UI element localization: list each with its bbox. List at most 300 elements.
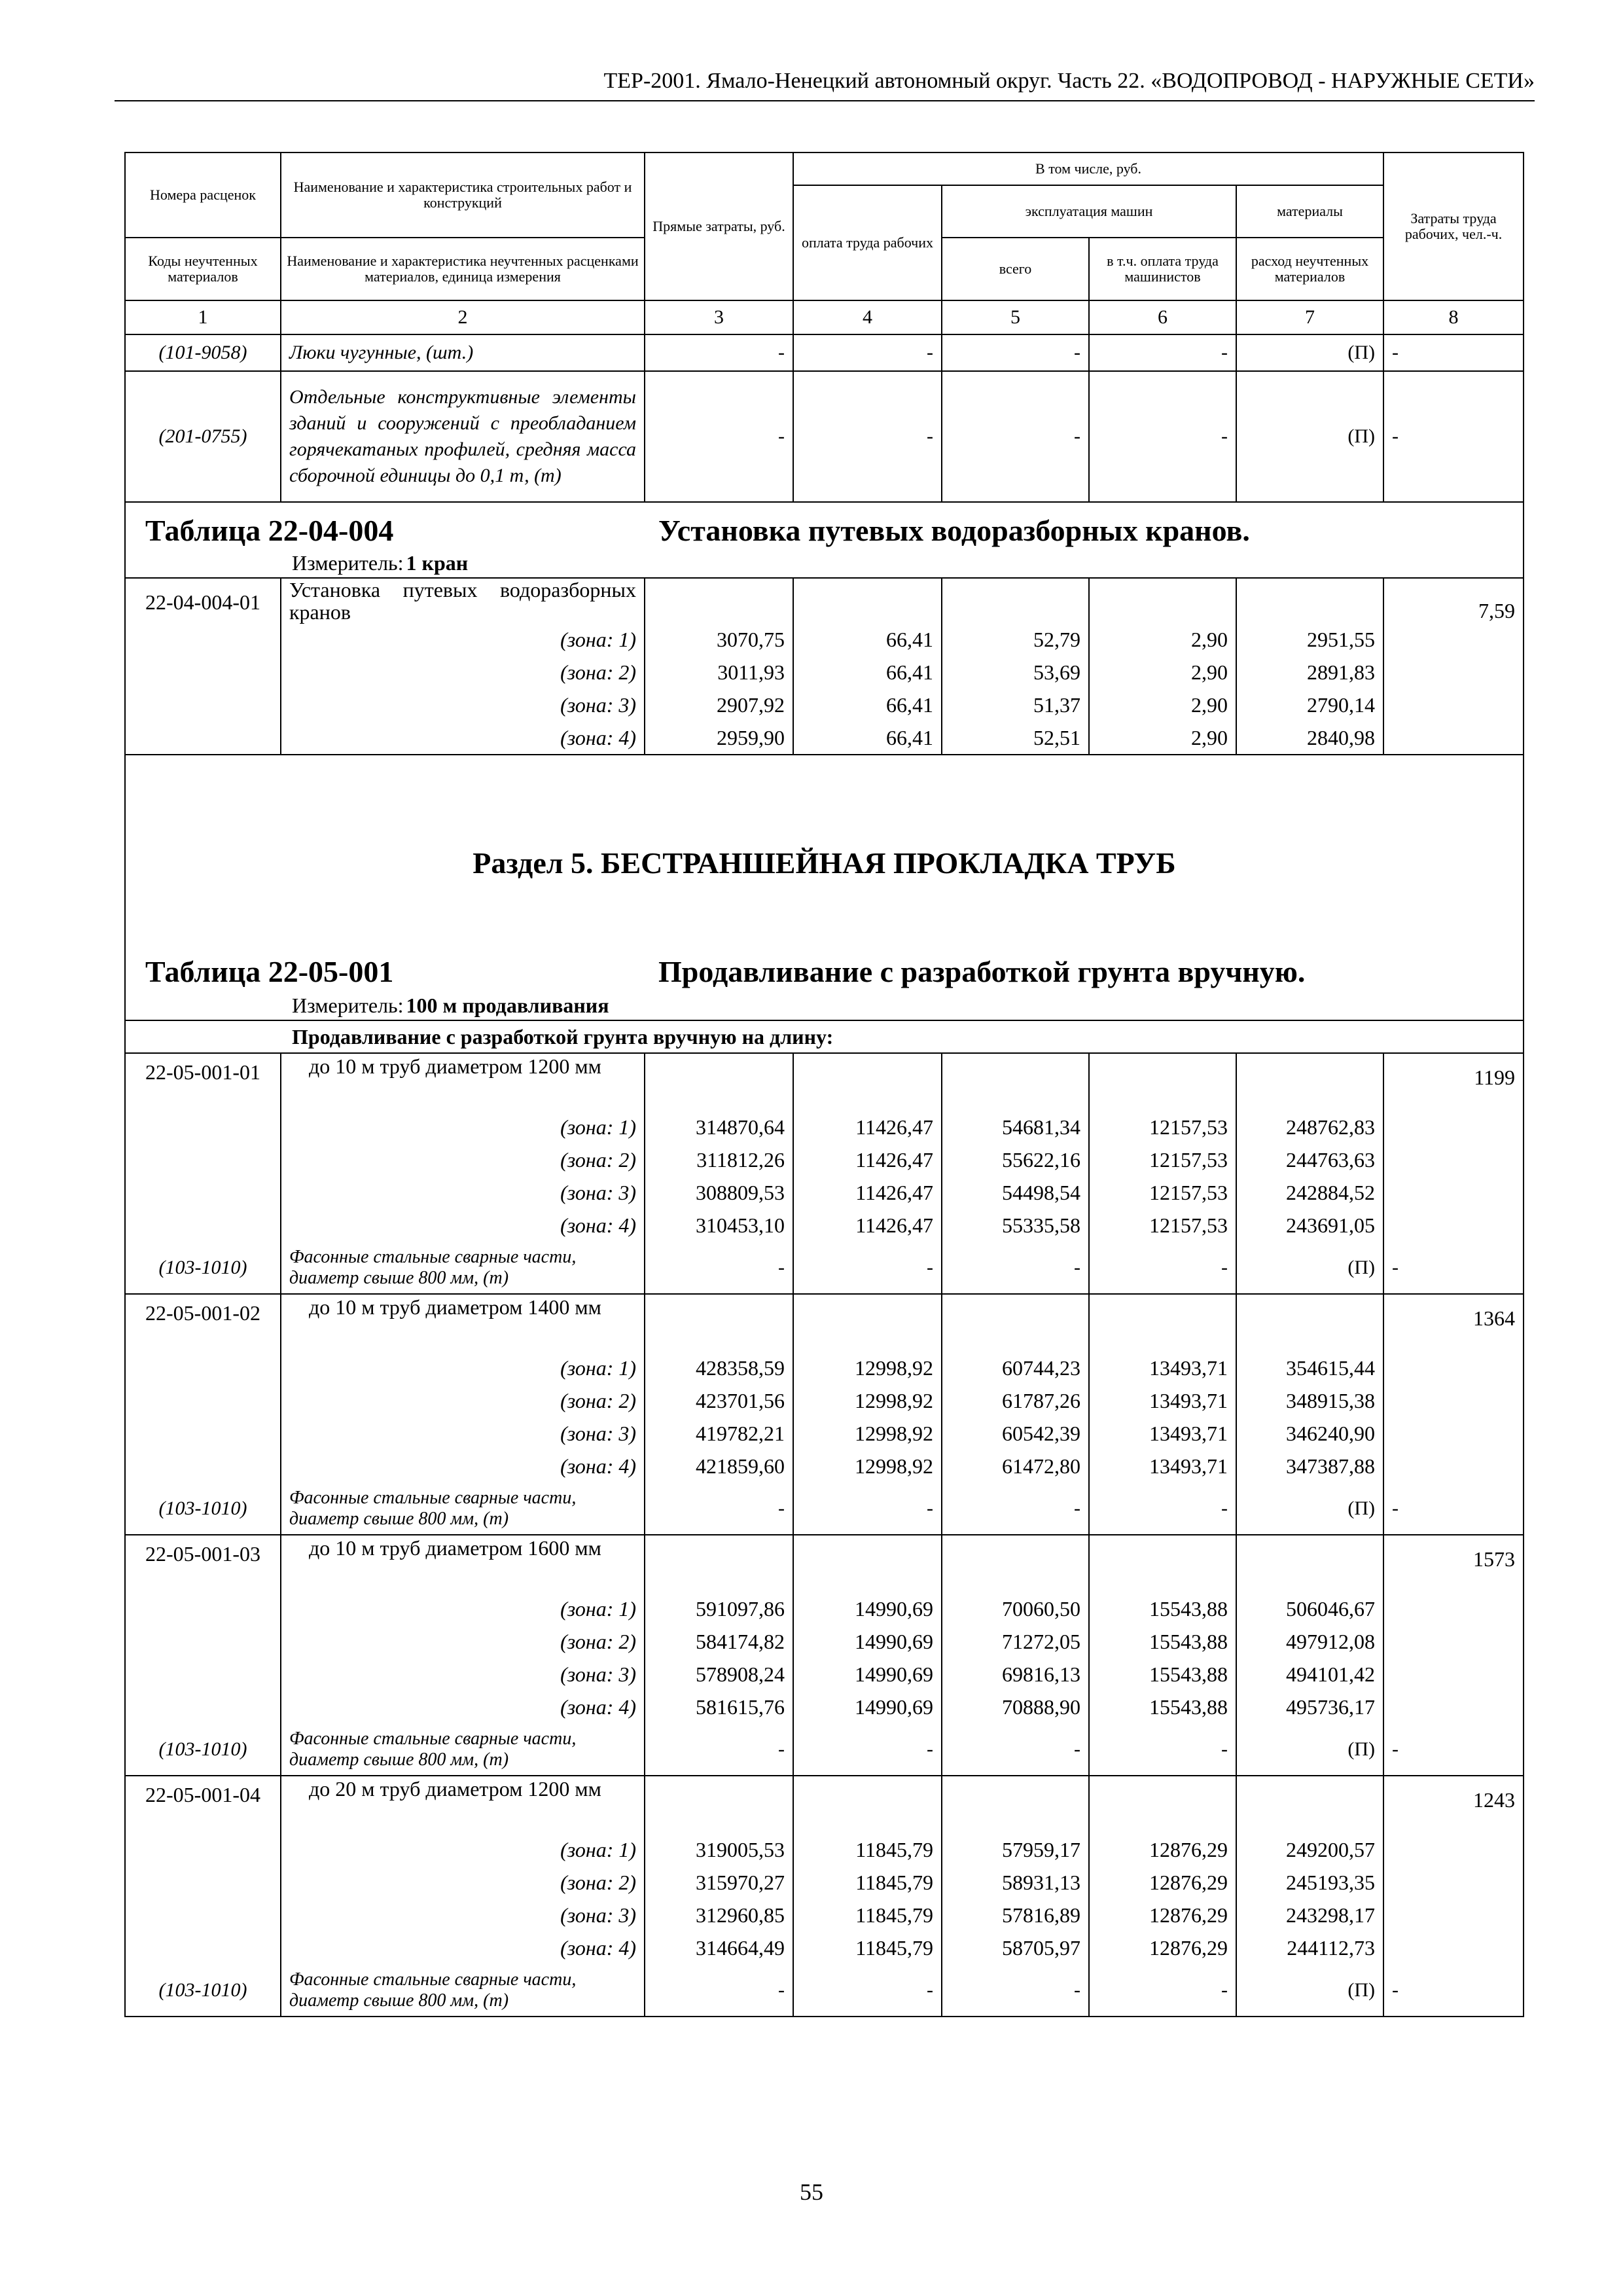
zone-row bbox=[125, 1658, 1524, 1691]
empty-cell bbox=[1383, 1625, 1524, 1658]
cell-machinist: 2,90 bbox=[1089, 689, 1236, 721]
zone-label: (зона: 2) bbox=[281, 1143, 645, 1176]
cell-direct: 314870,64 bbox=[645, 1111, 793, 1143]
cell-wages: 14990,69 bbox=[793, 1658, 942, 1691]
cell-machines: 51,37 bbox=[942, 689, 1089, 721]
cell-materials: 2891,83 bbox=[1236, 656, 1383, 689]
cell-machinist: - bbox=[1089, 1964, 1236, 2017]
cell-wages: 11845,79 bbox=[793, 1899, 942, 1931]
empty-cell bbox=[1236, 1053, 1383, 1111]
cell-wages: 11426,47 bbox=[793, 1176, 942, 1209]
cell-wages: 12998,92 bbox=[793, 1417, 942, 1450]
empty-cell bbox=[1383, 1833, 1524, 1866]
table-title bbox=[125, 502, 1524, 549]
meter-line bbox=[125, 549, 1524, 578]
empty-cell bbox=[1236, 1294, 1383, 1352]
cell-materials: 245193,35 bbox=[1236, 1866, 1383, 1899]
cell-direct: - bbox=[645, 371, 793, 502]
cell-machinist: 12876,29 bbox=[1089, 1899, 1236, 1931]
zone-row bbox=[125, 656, 1524, 689]
cell-machines: - bbox=[942, 371, 1089, 502]
cell-materials: 244763,63 bbox=[1236, 1143, 1383, 1176]
cell-direct: - bbox=[645, 1482, 793, 1535]
cell-materials: (П) bbox=[1236, 371, 1383, 502]
empty-cell bbox=[645, 1776, 793, 1833]
cell-machinist: 2,90 bbox=[1089, 623, 1236, 656]
cell-labor: - bbox=[1383, 334, 1524, 371]
zone-label: (зона: 4) bbox=[281, 1450, 645, 1482]
zone-row bbox=[125, 1899, 1524, 1931]
rate-name: Установка путевых водоразборных кранов bbox=[281, 578, 645, 623]
cell-machinist: 15543,88 bbox=[1089, 1592, 1236, 1625]
empty-cell bbox=[645, 1294, 793, 1352]
table-row bbox=[125, 334, 1524, 371]
rate-name: до 10 м труб диаметром 1200 мм bbox=[281, 1053, 645, 1111]
labor-value: 7,59 bbox=[1383, 578, 1524, 623]
zone-row bbox=[125, 1833, 1524, 1866]
cell-direct: 591097,86 bbox=[645, 1592, 793, 1625]
cell-materials: 2840,98 bbox=[1236, 721, 1383, 755]
empty-cell bbox=[125, 1899, 281, 1931]
cell-labor: - bbox=[1383, 1964, 1524, 2017]
empty-cell bbox=[125, 1143, 281, 1176]
zone-label: (зона: 4) bbox=[281, 1209, 645, 1242]
empty-cell bbox=[1383, 1111, 1524, 1143]
empty-cell bbox=[125, 1592, 281, 1625]
cell-machines: 60744,23 bbox=[942, 1352, 1089, 1384]
material-name: Фасонные стальные сварные части, диаметр свыше 800 мм, (т) bbox=[281, 1723, 645, 1776]
cell-machinist: 12876,29 bbox=[1089, 1931, 1236, 1964]
cell-materials: (П) bbox=[1236, 1242, 1383, 1294]
rate-name: до 10 м труб диаметром 1600 мм bbox=[281, 1535, 645, 1592]
empty-cell bbox=[125, 1866, 281, 1899]
empty-cell bbox=[125, 1931, 281, 1964]
cell-labor: - bbox=[1383, 1482, 1524, 1535]
empty-cell bbox=[645, 1535, 793, 1592]
zone-label: (зона: 1) bbox=[281, 623, 645, 656]
empty-cell bbox=[125, 1833, 281, 1866]
cell-materials: 243298,17 bbox=[1236, 1899, 1383, 1931]
col-header-machines: эксплуатация машин bbox=[942, 185, 1236, 238]
empty-cell bbox=[942, 1294, 1089, 1352]
empty-cell bbox=[125, 1352, 281, 1384]
zone-label: (зона: 3) bbox=[281, 1658, 645, 1691]
material-name: Фасонные стальные сварные части, диаметр свыше 800 мм, (т) bbox=[281, 1242, 645, 1294]
cell-wages: 11426,47 bbox=[793, 1111, 942, 1143]
price-table bbox=[124, 152, 1524, 2017]
zone-row bbox=[125, 689, 1524, 721]
cell-wages: - bbox=[793, 1723, 942, 1776]
empty-cell bbox=[125, 1111, 281, 1143]
labor-value: 1199 bbox=[1383, 1053, 1524, 1111]
cell-materials: 346240,90 bbox=[1236, 1417, 1383, 1450]
col-number: 7 bbox=[1236, 300, 1383, 334]
cell-machinist: - bbox=[1089, 371, 1236, 502]
cell-materials: 494101,42 bbox=[1236, 1658, 1383, 1691]
table-row bbox=[125, 1242, 1524, 1294]
cell-machinist: - bbox=[1089, 1723, 1236, 1776]
cell-machinist: 12157,53 bbox=[1089, 1143, 1236, 1176]
cell-direct: 2959,90 bbox=[645, 721, 793, 755]
material-name: Отдельные конструктивные элементы зданий и сооружений с преобладанием горячекатаных профилей, средняя масса сборочной единицы до 0,1 т, (т) bbox=[281, 371, 645, 502]
cell-machinist: 12876,29 bbox=[1089, 1866, 1236, 1899]
empty-cell bbox=[1383, 1691, 1524, 1723]
zone-label: (зона: 2) bbox=[281, 1384, 645, 1417]
zone-row bbox=[125, 623, 1524, 656]
material-code: (101-9058) bbox=[125, 334, 281, 371]
zone-row bbox=[125, 1143, 1524, 1176]
cell-materials: 248762,83 bbox=[1236, 1111, 1383, 1143]
empty-cell bbox=[1089, 1535, 1236, 1592]
cell-machines: 60542,39 bbox=[942, 1417, 1089, 1450]
material-name: Люки чугунные, (шт.) bbox=[281, 334, 645, 371]
meter-line bbox=[125, 992, 1524, 1020]
rate-code: 22-05-001-01 bbox=[125, 1053, 281, 1111]
col-header-machinist-wages: в т.ч. оплата труда машинистов bbox=[1089, 238, 1236, 300]
cell-machinist: - bbox=[1089, 1242, 1236, 1294]
zone-row bbox=[125, 1450, 1524, 1482]
zone-row bbox=[125, 1209, 1524, 1242]
cell-materials: 347387,88 bbox=[1236, 1450, 1383, 1482]
zone-label: (зона: 3) bbox=[281, 1176, 645, 1209]
meter-label: Измеритель: bbox=[292, 994, 404, 1017]
cell-direct: - bbox=[645, 1964, 793, 2017]
empty-cell bbox=[1383, 1384, 1524, 1417]
cell-materials: 354615,44 bbox=[1236, 1352, 1383, 1384]
empty-cell bbox=[1383, 1352, 1524, 1384]
zone-label: (зона: 3) bbox=[281, 689, 645, 721]
cell-machines: 52,51 bbox=[942, 721, 1089, 755]
cell-wages: 11845,79 bbox=[793, 1931, 942, 1964]
rate-code: 22-05-001-02 bbox=[125, 1294, 281, 1352]
cell-wages: - bbox=[793, 1964, 942, 2017]
empty-cell bbox=[1383, 1417, 1524, 1450]
empty-cell bbox=[793, 1535, 942, 1592]
zone-row bbox=[125, 1352, 1524, 1384]
table-title bbox=[125, 951, 1524, 992]
col-header-materials-unaccounted: расход неучтенных материалов bbox=[1236, 238, 1383, 300]
zone-label: (зона: 1) bbox=[281, 1111, 645, 1143]
table-row bbox=[125, 1482, 1524, 1535]
cell-machines: - bbox=[942, 1723, 1089, 1776]
empty-cell bbox=[1383, 1176, 1524, 1209]
labor-value: 1573 bbox=[1383, 1535, 1524, 1592]
zone-label: (зона: 1) bbox=[281, 1592, 645, 1625]
cell-machines: 69816,13 bbox=[942, 1658, 1089, 1691]
cell-machines: 70060,50 bbox=[942, 1592, 1089, 1625]
table-number: Таблица 22-05-001 bbox=[145, 954, 394, 988]
zone-label: (зона: 1) bbox=[281, 1833, 645, 1866]
cell-direct: 308809,53 bbox=[645, 1176, 793, 1209]
cell-materials: 348915,38 bbox=[1236, 1384, 1383, 1417]
cell-machinist: 2,90 bbox=[1089, 656, 1236, 689]
cell-wages: 14990,69 bbox=[793, 1691, 942, 1723]
zone-row bbox=[125, 1111, 1524, 1143]
col-header-labor: Затраты труда рабочих, чел.-ч. bbox=[1383, 152, 1524, 300]
cell-wages: 11845,79 bbox=[793, 1866, 942, 1899]
empty-cell bbox=[1089, 1053, 1236, 1111]
cell-machinist: 15543,88 bbox=[1089, 1625, 1236, 1658]
zone-label: (зона: 4) bbox=[281, 1931, 645, 1964]
rate-name: до 10 м труб диаметром 1400 мм bbox=[281, 1294, 645, 1352]
cell-machinist: 15543,88 bbox=[1089, 1658, 1236, 1691]
zone-label: (зона: 3) bbox=[281, 1899, 645, 1931]
cell-direct: 584174,82 bbox=[645, 1625, 793, 1658]
cell-machinist: 13493,71 bbox=[1089, 1417, 1236, 1450]
cell-wages: 14990,69 bbox=[793, 1592, 942, 1625]
cell-direct: 578908,24 bbox=[645, 1658, 793, 1691]
cell-direct: 2907,92 bbox=[645, 689, 793, 721]
cell-machines: 57959,17 bbox=[942, 1833, 1089, 1866]
cell-machinist: 12157,53 bbox=[1089, 1111, 1236, 1143]
col-number: 3 bbox=[645, 300, 793, 334]
zone-label: (зона: 2) bbox=[281, 1625, 645, 1658]
zone-row bbox=[125, 1592, 1524, 1625]
cell-direct: 423701,56 bbox=[645, 1384, 793, 1417]
zone-label: (зона: 2) bbox=[281, 656, 645, 689]
empty-cell bbox=[125, 1417, 281, 1450]
cell-labor: - bbox=[1383, 371, 1524, 502]
table-row bbox=[125, 1535, 1524, 1592]
cell-materials: 495736,17 bbox=[1236, 1691, 1383, 1723]
empty-cell bbox=[1383, 1143, 1524, 1176]
col-number: 8 bbox=[1383, 300, 1524, 334]
cell-direct: 3070,75 bbox=[645, 623, 793, 656]
cell-machinist: 13493,71 bbox=[1089, 1450, 1236, 1482]
cell-machines: 54498,54 bbox=[942, 1176, 1089, 1209]
empty-cell bbox=[1383, 1209, 1524, 1242]
table-row bbox=[125, 1294, 1524, 1352]
material-name: Фасонные стальные сварные части, диаметр свыше 800 мм, (т) bbox=[281, 1964, 645, 2017]
zone-row bbox=[125, 1417, 1524, 1450]
material-code: (201-0755) bbox=[125, 371, 281, 502]
empty-cell bbox=[942, 1776, 1089, 1833]
cell-machinist: 12157,53 bbox=[1089, 1176, 1236, 1209]
cell-wages: 66,41 bbox=[793, 623, 942, 656]
col-header-work-name: Наименование и характеристика строительных работ и конструкций bbox=[281, 152, 645, 238]
cell-wages: 14990,69 bbox=[793, 1625, 942, 1658]
cell-materials: (П) bbox=[1236, 1723, 1383, 1776]
cell-direct: 319005,53 bbox=[645, 1833, 793, 1866]
labor-value: 1364 bbox=[1383, 1294, 1524, 1352]
col-number: 1 bbox=[125, 300, 281, 334]
empty-cell bbox=[1236, 1776, 1383, 1833]
cell-direct: 419782,21 bbox=[645, 1417, 793, 1450]
cell-machines: 70888,90 bbox=[942, 1691, 1089, 1723]
zone-row bbox=[125, 1625, 1524, 1658]
cell-machines: - bbox=[942, 1964, 1089, 2017]
rate-name: до 20 м труб диаметром 1200 мм bbox=[281, 1776, 645, 1833]
material-code: (103-1010) bbox=[125, 1723, 281, 1776]
cell-machinist: - bbox=[1089, 334, 1236, 371]
cell-machines: - bbox=[942, 1482, 1089, 1535]
cell-direct: 3011,93 bbox=[645, 656, 793, 689]
empty-cell bbox=[645, 1053, 793, 1111]
cell-wages: 11426,47 bbox=[793, 1143, 942, 1176]
cell-machines: 53,69 bbox=[942, 656, 1089, 689]
cell-wages: - bbox=[793, 1242, 942, 1294]
cell-machinist: 15543,88 bbox=[1089, 1691, 1236, 1723]
cell-machinist: 12157,53 bbox=[1089, 1209, 1236, 1242]
col-number: 2 bbox=[281, 300, 645, 334]
labor-value: 1243 bbox=[1383, 1776, 1524, 1833]
empty-cell bbox=[1089, 1776, 1236, 1833]
cell-wages: - bbox=[793, 1482, 942, 1535]
table-row bbox=[125, 1723, 1524, 1776]
cell-machinist: 12876,29 bbox=[1089, 1833, 1236, 1866]
meter-label: Измеритель: bbox=[292, 551, 404, 575]
empty-cell bbox=[1383, 1899, 1524, 1931]
cell-wages: 66,41 bbox=[793, 656, 942, 689]
col-number: 6 bbox=[1089, 300, 1236, 334]
cell-direct: - bbox=[645, 334, 793, 371]
cell-direct: 315970,27 bbox=[645, 1866, 793, 1899]
empty-cell bbox=[125, 1625, 281, 1658]
empty-cell bbox=[1383, 1450, 1524, 1482]
empty-cell bbox=[942, 1053, 1089, 1111]
empty-cell bbox=[125, 1384, 281, 1417]
cell-wages: 66,41 bbox=[793, 689, 942, 721]
zone-row bbox=[125, 721, 1524, 755]
cell-wages: 11426,47 bbox=[793, 1209, 942, 1242]
zone-row bbox=[125, 1384, 1524, 1417]
page-number: 55 bbox=[800, 2179, 823, 2205]
cell-direct: 421859,60 bbox=[645, 1450, 793, 1482]
table-row bbox=[125, 1964, 1524, 2017]
cell-wages: - bbox=[793, 371, 942, 502]
zone-label: (зона: 2) bbox=[281, 1866, 645, 1899]
col-header-materials: материалы bbox=[1236, 185, 1383, 238]
cell-machines: - bbox=[942, 334, 1089, 371]
cell-direct: 428358,59 bbox=[645, 1352, 793, 1384]
col-number: 5 bbox=[942, 300, 1089, 334]
cell-materials: 243691,05 bbox=[1236, 1209, 1383, 1242]
table-row bbox=[125, 1776, 1524, 1833]
rate-code: 22-05-001-03 bbox=[125, 1535, 281, 1592]
empty-cell bbox=[1383, 1866, 1524, 1899]
cell-materials: 242884,52 bbox=[1236, 1176, 1383, 1209]
table-title-text: Продавливание с разработкой грунта вручную. bbox=[658, 954, 1306, 988]
rate-code: 22-05-001-04 bbox=[125, 1776, 281, 1833]
material-code: (103-1010) bbox=[125, 1964, 281, 2017]
empty-cell bbox=[942, 1535, 1089, 1592]
cell-direct: 311812,26 bbox=[645, 1143, 793, 1176]
cell-machinist: - bbox=[1089, 1482, 1236, 1535]
zone-row bbox=[125, 1176, 1524, 1209]
col-header-machines-total: всего bbox=[942, 238, 1089, 300]
cell-machines: 58705,97 bbox=[942, 1931, 1089, 1964]
cell-machines: 54681,34 bbox=[942, 1111, 1089, 1143]
col-header-unaccounted-codes: Коды неучтенных материалов bbox=[125, 238, 281, 300]
cell-materials: 2951,55 bbox=[1236, 623, 1383, 656]
cell-machines: 71272,05 bbox=[942, 1625, 1089, 1658]
empty-cell bbox=[1383, 1658, 1524, 1691]
col-number: 4 bbox=[793, 300, 942, 334]
cell-labor: - bbox=[1383, 1723, 1524, 1776]
cell-materials: (П) bbox=[1236, 1964, 1383, 2017]
col-header-unaccounted-names: Наименование и характеристика неучтенных расценками материалов, единица измерения bbox=[281, 238, 645, 300]
cell-machines: 52,79 bbox=[942, 623, 1089, 656]
cell-direct: - bbox=[645, 1242, 793, 1294]
cell-machines: 55622,16 bbox=[942, 1143, 1089, 1176]
cell-materials: 497912,08 bbox=[1236, 1625, 1383, 1658]
table-title-text: Установка путевых водоразборных кранов. bbox=[658, 514, 1250, 547]
empty-cell bbox=[1236, 1535, 1383, 1592]
empty-cell bbox=[125, 1209, 281, 1242]
empty-cell bbox=[1383, 1931, 1524, 1964]
cell-machines: - bbox=[942, 1242, 1089, 1294]
zone-row bbox=[125, 1866, 1524, 1899]
meter-value: 100 м продавливания bbox=[406, 994, 609, 1017]
cell-machinist: 2,90 bbox=[1089, 721, 1236, 755]
zone-label: (зона: 4) bbox=[281, 1691, 645, 1723]
cell-machinist: 13493,71 bbox=[1089, 1352, 1236, 1384]
cell-direct: 581615,76 bbox=[645, 1691, 793, 1723]
empty-cell bbox=[125, 1176, 281, 1209]
col-header-rate-numbers: Номера расценок bbox=[125, 152, 281, 238]
rate-code: 22-04-004-01 bbox=[125, 578, 281, 623]
cell-wages: 12998,92 bbox=[793, 1384, 942, 1417]
material-code: (103-1010) bbox=[125, 1482, 281, 1535]
cell-machines: 58931,13 bbox=[942, 1866, 1089, 1899]
cell-direct: - bbox=[645, 1723, 793, 1776]
cell-machines: 61787,26 bbox=[942, 1384, 1089, 1417]
zone-row bbox=[125, 1931, 1524, 1964]
cell-materials: 506046,67 bbox=[1236, 1592, 1383, 1625]
empty-cell bbox=[793, 1776, 942, 1833]
col-header-direct-costs: Прямые затраты, руб. bbox=[645, 152, 793, 300]
col-header-including: В том числе, руб. bbox=[793, 152, 1383, 185]
cell-materials: (П) bbox=[1236, 1482, 1383, 1535]
cell-labor: - bbox=[1383, 1242, 1524, 1294]
cell-wages: - bbox=[793, 334, 942, 371]
table-row bbox=[125, 578, 1524, 623]
table-row bbox=[125, 371, 1524, 502]
cell-wages: 12998,92 bbox=[793, 1450, 942, 1482]
meter-value: 1 кран bbox=[406, 551, 469, 575]
cell-materials: 249200,57 bbox=[1236, 1833, 1383, 1866]
material-name: Фасонные стальные сварные части, диаметр свыше 800 мм, (т) bbox=[281, 1482, 645, 1535]
empty-cell bbox=[1089, 1294, 1236, 1352]
table-number: Таблица 22-04-004 bbox=[145, 514, 394, 547]
cell-machines: 57816,89 bbox=[942, 1899, 1089, 1931]
cell-machines: 55335,58 bbox=[942, 1209, 1089, 1242]
cell-direct: 310453,10 bbox=[645, 1209, 793, 1242]
cell-direct: 312960,85 bbox=[645, 1899, 793, 1931]
empty-cell bbox=[793, 1294, 942, 1352]
empty-cell bbox=[125, 1450, 281, 1482]
cell-materials: (П) bbox=[1236, 334, 1383, 371]
empty-cell bbox=[125, 1658, 281, 1691]
zone-label: (зона: 3) bbox=[281, 1417, 645, 1450]
zone-row bbox=[125, 1691, 1524, 1723]
section-title: Раздел 5. БЕСТРАНШЕЙНАЯ ПРОКЛАДКА ТРУБ bbox=[125, 755, 1524, 951]
cell-materials: 244112,73 bbox=[1236, 1931, 1383, 1964]
empty-cell bbox=[1383, 1592, 1524, 1625]
cell-machines: 61472,80 bbox=[942, 1450, 1089, 1482]
zone-label: (зона: 4) bbox=[281, 721, 645, 755]
empty-cell bbox=[793, 1053, 942, 1111]
zone-label: (зона: 1) bbox=[281, 1352, 645, 1384]
empty-cell bbox=[125, 1691, 281, 1723]
cell-machinist: 13493,71 bbox=[1089, 1384, 1236, 1417]
subheading: Продавливание с разработкой грунта вручную на длину: bbox=[125, 1020, 1524, 1053]
running-header: ТЕР-2001. Ямало-Ненецкий автономный округ. Часть 22. «ВОДОПРОВОД - НАРУЖНЫЕ СЕТИ» bbox=[115, 69, 1535, 101]
cell-wages: 66,41 bbox=[793, 721, 942, 755]
cell-wages: 12998,92 bbox=[793, 1352, 942, 1384]
col-header-wages: оплата труда рабочих bbox=[793, 185, 942, 300]
material-code: (103-1010) bbox=[125, 1242, 281, 1294]
